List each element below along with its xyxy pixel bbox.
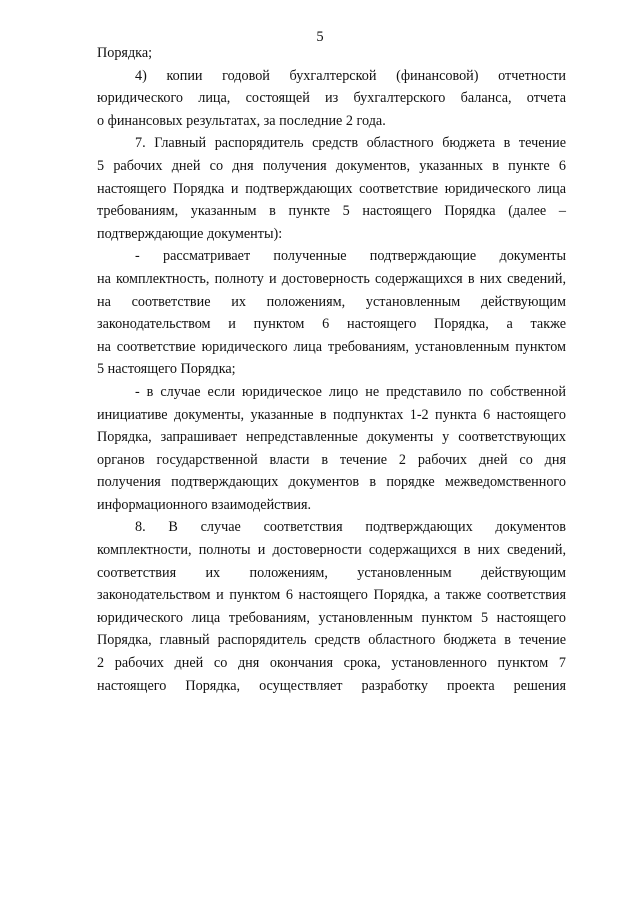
- text-line: 7. Главный распорядитель средств областного бюджета в течение: [135, 135, 566, 152]
- text-line: соответствия их положениям, установленным действующим: [97, 564, 566, 581]
- text-line: юридического лица требованиям, установленным пунктом 5 настоящего: [97, 609, 566, 626]
- document-body: [97, 42, 566, 697]
- page-number: 5: [316, 29, 324, 45]
- text-line: требованиям, указанным в пункте 5 настоящего Порядка (далее –: [97, 203, 566, 220]
- text-line: - рассматривает полученные подтверждающие документы: [135, 248, 566, 265]
- paragraph: [97, 381, 566, 517]
- text-line: инициативе документы, указанные в подпунктах 1-2 пункта 6 настоящего: [97, 406, 566, 423]
- text-line: получения подтверждающих документов в порядке межведомственного: [97, 474, 566, 491]
- text-line: настоящего Порядка и подтверждающих соответствие юридического лица: [97, 180, 566, 197]
- text-line: юридического лица, состоящей из бухгалтерского баланса, отчета: [97, 90, 566, 107]
- text-line: 5 рабочих дней со дня получения документов, указанных в пункте 6: [97, 157, 566, 174]
- text-line: Порядка, запрашивает непредставленные документы у соответствующих: [97, 429, 566, 446]
- text-line: 2 рабочих дней со дня окончания срока, установленного пунктом 7: [97, 655, 566, 672]
- text-line: 5 настоящего Порядка;: [97, 361, 236, 378]
- paragraph: [97, 245, 566, 381]
- text-line: на комплектность, полноту и достоверность содержащихся в них сведений,: [97, 270, 566, 287]
- text-line: на соответствие юридического лица требованиям, установленным пунктом: [97, 338, 566, 355]
- text-line: органов государственной власти в течение 2 рабочих дней со дня: [97, 451, 566, 468]
- text-line: Порядка, главный распорядитель средств областного бюджета в течение: [97, 632, 566, 649]
- text-line: законодательством и пунктом 6 настоящего Порядка, а также соответствия: [97, 587, 566, 604]
- text-line: о финансовых результатах, за последние 2 года.: [97, 112, 386, 129]
- text-line: комплектности, полноты и достоверности содержащихся в них сведений,: [97, 542, 566, 559]
- paragraph: [97, 65, 566, 133]
- text-line: подтверждающие документы):: [97, 225, 283, 242]
- text-line: - в случае если юридическое лицо не представило по собственной: [135, 383, 566, 400]
- text-line: законодательством и пунктом 6 настоящего Порядка, а также: [97, 316, 566, 333]
- text-line: информационного взаимодействия.: [97, 496, 312, 513]
- paragraph: [97, 132, 566, 245]
- text-line: 4) копии годовой бухгалтерской (финансовой) отчетности: [135, 67, 566, 84]
- text-line: на соответствие их положениям, установленным действующим: [97, 293, 566, 310]
- paragraph: [97, 516, 566, 697]
- text-line: настоящего Порядка, осуществляет разработку проекта решения: [97, 677, 566, 694]
- text-line: 8. В случае соответствия подтверждающих документов: [135, 519, 566, 536]
- paragraph: [97, 42, 566, 65]
- text-line: Порядка;: [97, 45, 153, 61]
